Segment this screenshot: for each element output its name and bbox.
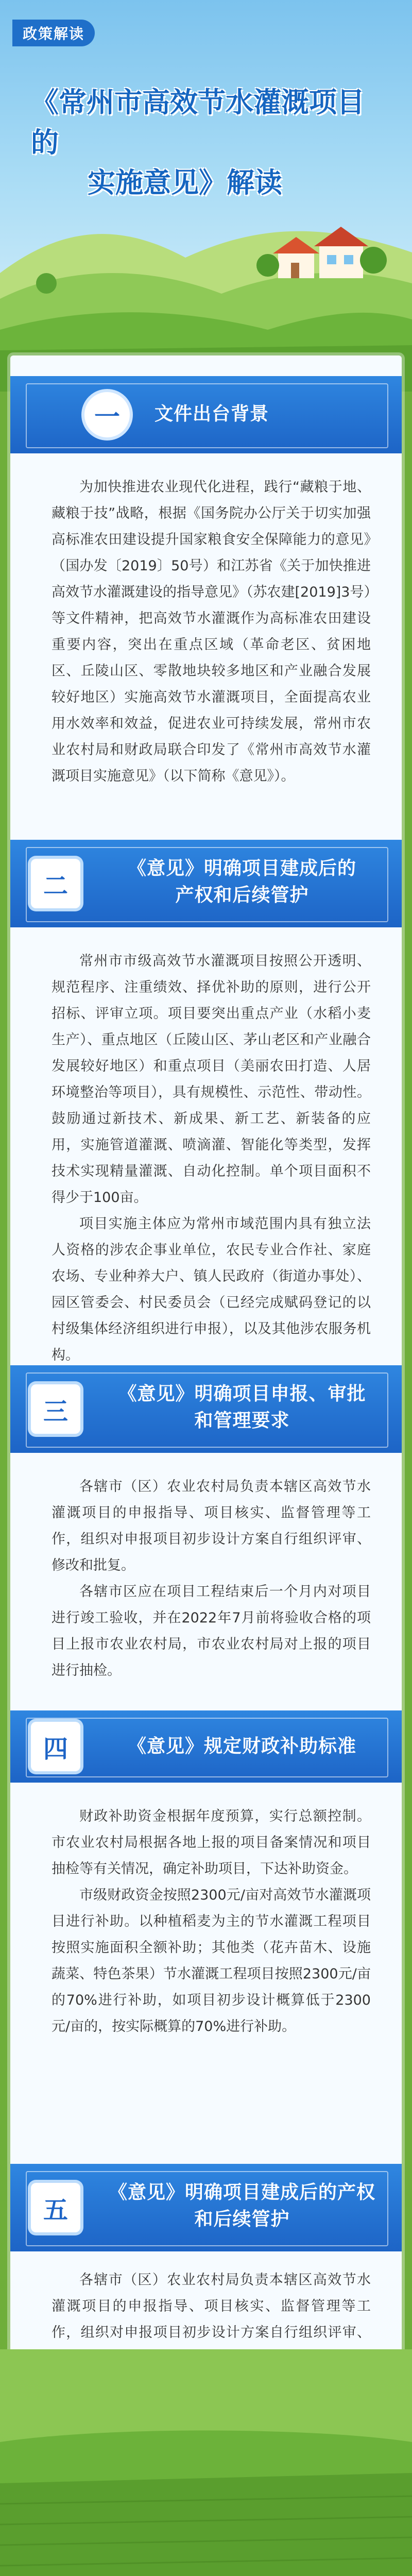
section-3-body <box>52 1473 371 1684</box>
section-2-body <box>52 948 371 1368</box>
field-illustration <box>0 2349 412 2576</box>
section-2-header <box>10 840 402 927</box>
section-2-title <box>103 855 381 909</box>
paragraph: 各辖市（区）农业农村局负责本辖区高效节水灌溉项目的申报指导、项目核实、监督管理等工作，组织对申报项目初步设计方案自行组织评审、修改和批复。 <box>52 1479 371 1573</box>
paragraph: 各辖市（区）农业农村局负责本辖区高效节水灌溉项目的申报指导、项目核实、监督管理等工作，组织对申报项目初步设计方案自行组织评审、 <box>52 2272 371 2341</box>
section-1 <box>10 376 402 829</box>
section-4-header <box>10 1710 402 1783</box>
section-3-title-line-1: 《意见》明确项目申报、审批 <box>118 1383 366 1404</box>
section-1-header <box>10 376 402 453</box>
section-1-number: 一 <box>81 389 133 440</box>
title-line-1: 《常州市高效节水灌溉项目的 <box>31 86 365 159</box>
paragraph: 常州市市级高效节水灌溉项目按照公开透明、规范程序、注重绩效、择优补助的原则，进行公开招标、评审立项。项目要突出重点产业（水稻小麦生产）、重点地区（丘陵山区、茅山老区和产业融合发展较好地区）和重点项目（美丽农田打造、人居环境整治等项目），具有规模性、示范性、带动性。鼓励通过新技术、新成果、新工艺、新装备的应用，实施管道灌溉、喷滴灌、智能化等类型，发挥技术实现精量灌溉、自动化控制。单个项目面积不得少于100亩。 <box>52 953 371 1206</box>
policy-tag: 政策解读 <box>12 20 95 46</box>
section-3-header <box>10 1365 402 1453</box>
paragraph: 各辖市区应在项目工程结束后一个月内对项目进行竣工验收，并在2022年7月前将验收合格的项目上报市农业农村局，市农业农村局对上报的项目进行抽检。 <box>52 1584 371 1679</box>
section-5-number: 五 <box>31 2183 80 2232</box>
paragraph: 财政补助资金根据年度预算，实行总额控制。市农业农村局根据各地上报的项目备案情况和项目抽检等有关情况，确定补助项目，下达补助资金。 <box>52 1808 371 1877</box>
section-4-title: 《意见》规定财政补助标准 <box>127 1736 356 1757</box>
section-4 <box>10 1710 402 2164</box>
paragraph: 市级财政资金按照2300元/亩对高效节水灌溉项目进行补助。以种植稻麦为主的节水灌溉工程项目按照实施面积全额补助；其他类（花卉苗木、设施蔬菜、特色茶果）节水灌溉工程项目按照2300元/亩的70%进行补助，如项目初步设计概算低于2300元/亩的，按实际概算的70%进行补助。 <box>52 1887 371 2035</box>
content-panel <box>10 355 402 2442</box>
section-3 <box>10 1365 402 1736</box>
section-5-title-line-2: 和后续管护 <box>194 2209 290 2230</box>
section-2-title-line-1: 《意见》明确项目建成后的 <box>127 858 356 879</box>
paragraph: 为加快推进农业现代化进程，践行“藏粮于地、藏粮于技”战略，根据《国务院办公厅关于切实加强高标准农田建设提升国家粮食安全保障能力的意见》（国办发〔2019〕50号）和江苏省《关于加快推进高效节水灌溉建设的指导意见》（苏农建[2019]3号）等文件精神，把高效节水灌溉作为高标准农田建设重要内容，突出在重点区域（革命老区、贫困地区、丘陵山区、零散地块较多地区和产业融合发展较好地区）实施高效节水灌溉项目，全面提高农业用水效率和效益，促进农业可持续发展，常州市农业农村局和财政局联合印发了《常州市高效节水灌溉项目实施意见》（以下简称《意见》）。 <box>52 479 371 784</box>
section-1-body <box>52 474 371 789</box>
section-5-title-line-1: 《意见》明确项目建成后的产权 <box>108 2182 375 2203</box>
title-line-2: 实施意见》解读 <box>88 166 282 199</box>
section-2 <box>10 840 402 1363</box>
paragraph: 项目实施主体应为常州市域范围内具有独立法人资格的涉农企事业单位，农民专业合作社、家庭农场、专业种养大户、镇人民政府（街道办事处）、园区管委会、村民委员会（已经完成赋码登记的以村级集体经济组织进行申报），以及其他涉农服务机构。 <box>52 1216 371 1363</box>
section-2-number: 二 <box>31 859 80 908</box>
section-4-number: 四 <box>31 1722 80 1771</box>
section-3-number: 三 <box>31 1384 80 1434</box>
section-3-title-line-2: 和管理要求 <box>194 1410 290 1431</box>
section-5-header <box>10 2164 402 2251</box>
section-4-body <box>52 1803 371 2040</box>
section-1-title: 文件出台背景 <box>154 403 269 425</box>
section-3-title <box>103 1381 381 1434</box>
section-5-title <box>103 2179 381 2233</box>
section-2-title-line-2: 产权和后续管护 <box>175 885 309 906</box>
